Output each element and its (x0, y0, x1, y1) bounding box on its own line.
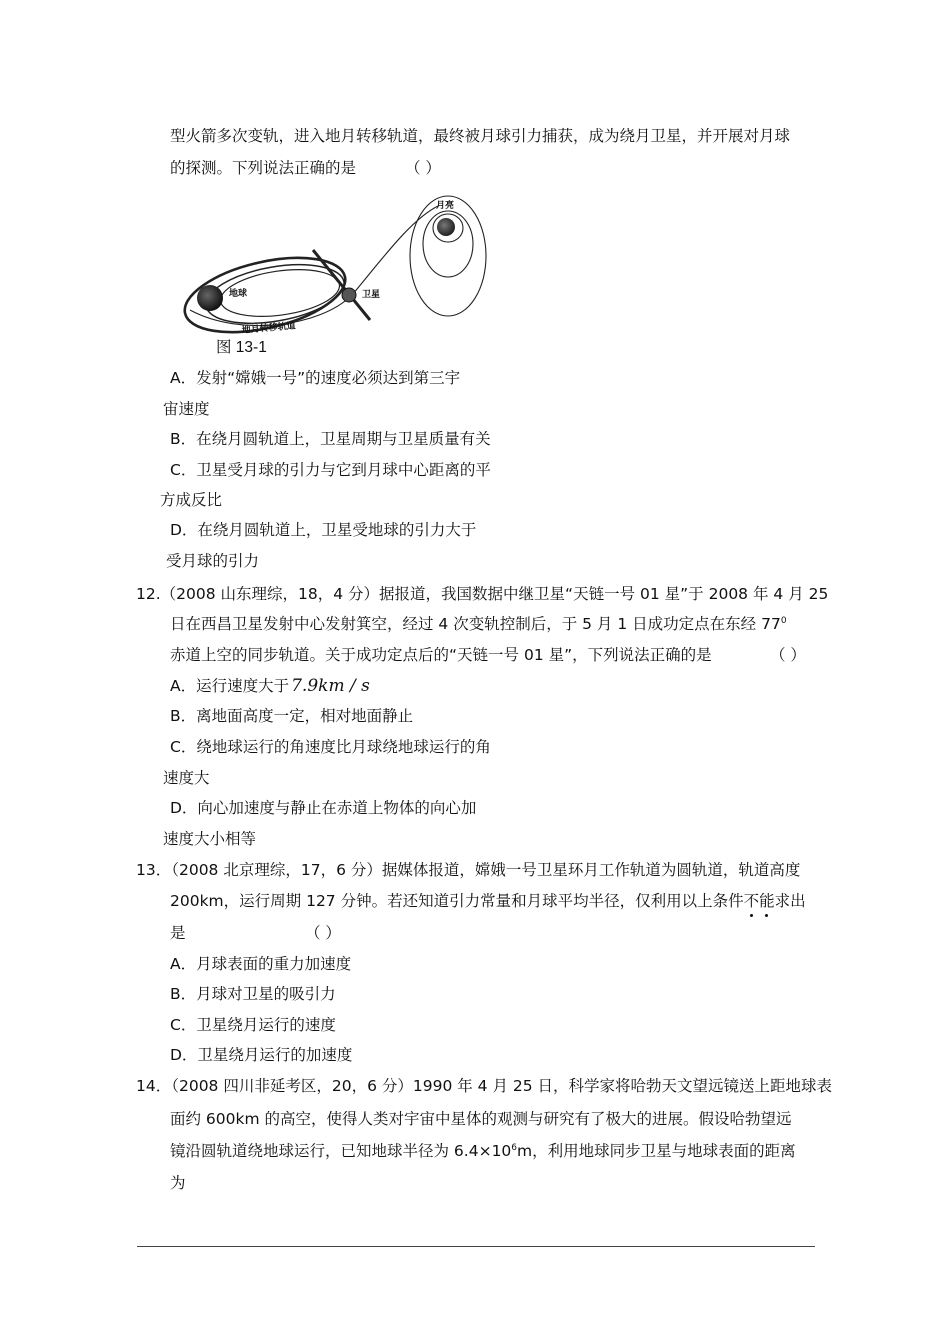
q11-option-a-line2: 宙速度 (163, 400, 210, 418)
q13-answer-paren: （ ） (305, 924, 341, 942)
q12-answer-paren: （ ） (770, 646, 806, 664)
q11-stem-line2: 的探测。下列说法正确的是 (170, 159, 357, 177)
q11-option-c-line2: 方成反比 (160, 491, 223, 509)
speed-formula: 7.9km / s (291, 676, 370, 696)
q12-stem-line3: 赤道上空的同步轨道。关于成功定点后的“天链一号 01 星”，下列说法正确的是 (170, 646, 712, 664)
q12-option-c-line2: 速度大 (163, 769, 210, 787)
q12-option-b: B．离地面高度一定，相对地面静止 (170, 707, 414, 725)
q14-stem-line1: 14．（2008 四川非延考区，20，6 分）1990 年 4 月 25 日，科学家将哈勃天文望远镜送上距地球表 (136, 1077, 833, 1095)
orbit-figure (180, 192, 500, 360)
degree-superscript: 0 (780, 615, 787, 626)
q12-option-a: A．运行速度大于 7.9km / s (170, 676, 370, 696)
q13-option-c: C．卫星绕月运行的速度 (170, 1016, 336, 1034)
q11-option-c-line1: C．卫星受月球的引力与它到月球中心距离的平 (170, 461, 491, 479)
emphasis-dot-char: 能 (759, 892, 775, 910)
moon-icon (437, 218, 455, 236)
q13-option-a: A．月球表面的重力加速度 (170, 955, 352, 973)
earth-icon (197, 285, 223, 311)
transfer-orbit-label: 地月转移轨道 (241, 321, 297, 336)
q11-option-d-line2: 受月球的引力 (166, 552, 260, 570)
q13-stem-line2: 200km，运行周期 127 分钟。若还知道引力常量和月球平均半径，仅利用以上条件不能求出 (170, 892, 806, 910)
q14-stem-line4: 为 (170, 1174, 186, 1192)
satellite-label: 卫星 (362, 290, 381, 300)
q13-stem-line1: 13．（2008 北京理综，17，6 分）据媒体报道，嫦娥一号卫星环月工作轨道为圆轨道，轨道高度 (136, 861, 801, 879)
q13-option-d: D．卫星绕月运行的加速度 (170, 1046, 353, 1064)
q11-option-b: B．在绕月圆轨道上，卫星周期与卫星质量有关 (170, 430, 491, 448)
q12-stem-line2: 日在西昌卫星发射中心发射箕空，经过 4 次变轨控制后，于 5 月 1 日成功定点在东经 $77^0$ (170, 615, 787, 633)
q12-stem-line1: 12.（2008 山东理综，18，4 分）据报道，我国数据中继卫星“天链一号 01 星”于 2008 年 4 月 25 (136, 585, 829, 603)
q14-stem-line2: 面约 600km 的高空，使得人类对宇宙中星体的观测与研究有了极大的进展。假设哈勃望远 (170, 1110, 792, 1128)
q12-option-d-line2: 速度大小相等 (163, 830, 257, 848)
q13-stem-line3: 是 (170, 924, 186, 942)
q11-option-d-line1: D．在绕月圆轨道上，卫星受地球的引力大于 (170, 521, 477, 539)
q11-stem-line1: 型火箭多次变轨，进入地月转移轨道，最终被月球引力捕获，成为绕月卫星，并开展对月球 (170, 127, 791, 145)
q11-answer-paren: （ ） (405, 159, 441, 177)
emphasis-dot-char: 不 (743, 892, 760, 910)
moon-label: 月亮 (436, 201, 455, 211)
footer-divider (137, 1246, 815, 1247)
exponent-superscript: 6 (511, 1142, 518, 1153)
satellite-icon (342, 288, 356, 302)
q12-option-c-line1: C．绕地球运行的角速度比月球绕地球运行的角 (170, 738, 491, 756)
q13-option-b: B．月球对卫星的吸引力 (170, 985, 336, 1003)
q11-option-a-line1: A．发射“嫦娥一号”的速度必须达到第三宇 (170, 369, 461, 387)
q14-stem-line3: 镜沿圆轨道绕地球运行，已知地球半径为 $6.4\times 10^6m$，利用地球同步卫星与地球表面的距离 (170, 1142, 796, 1160)
q12-option-d-line1: D．向心加速度与静止在赤道上物体的向心加 (170, 799, 477, 817)
figure-caption: 图 13-1 (216, 339, 267, 356)
earth-label: 地球 (229, 289, 248, 299)
